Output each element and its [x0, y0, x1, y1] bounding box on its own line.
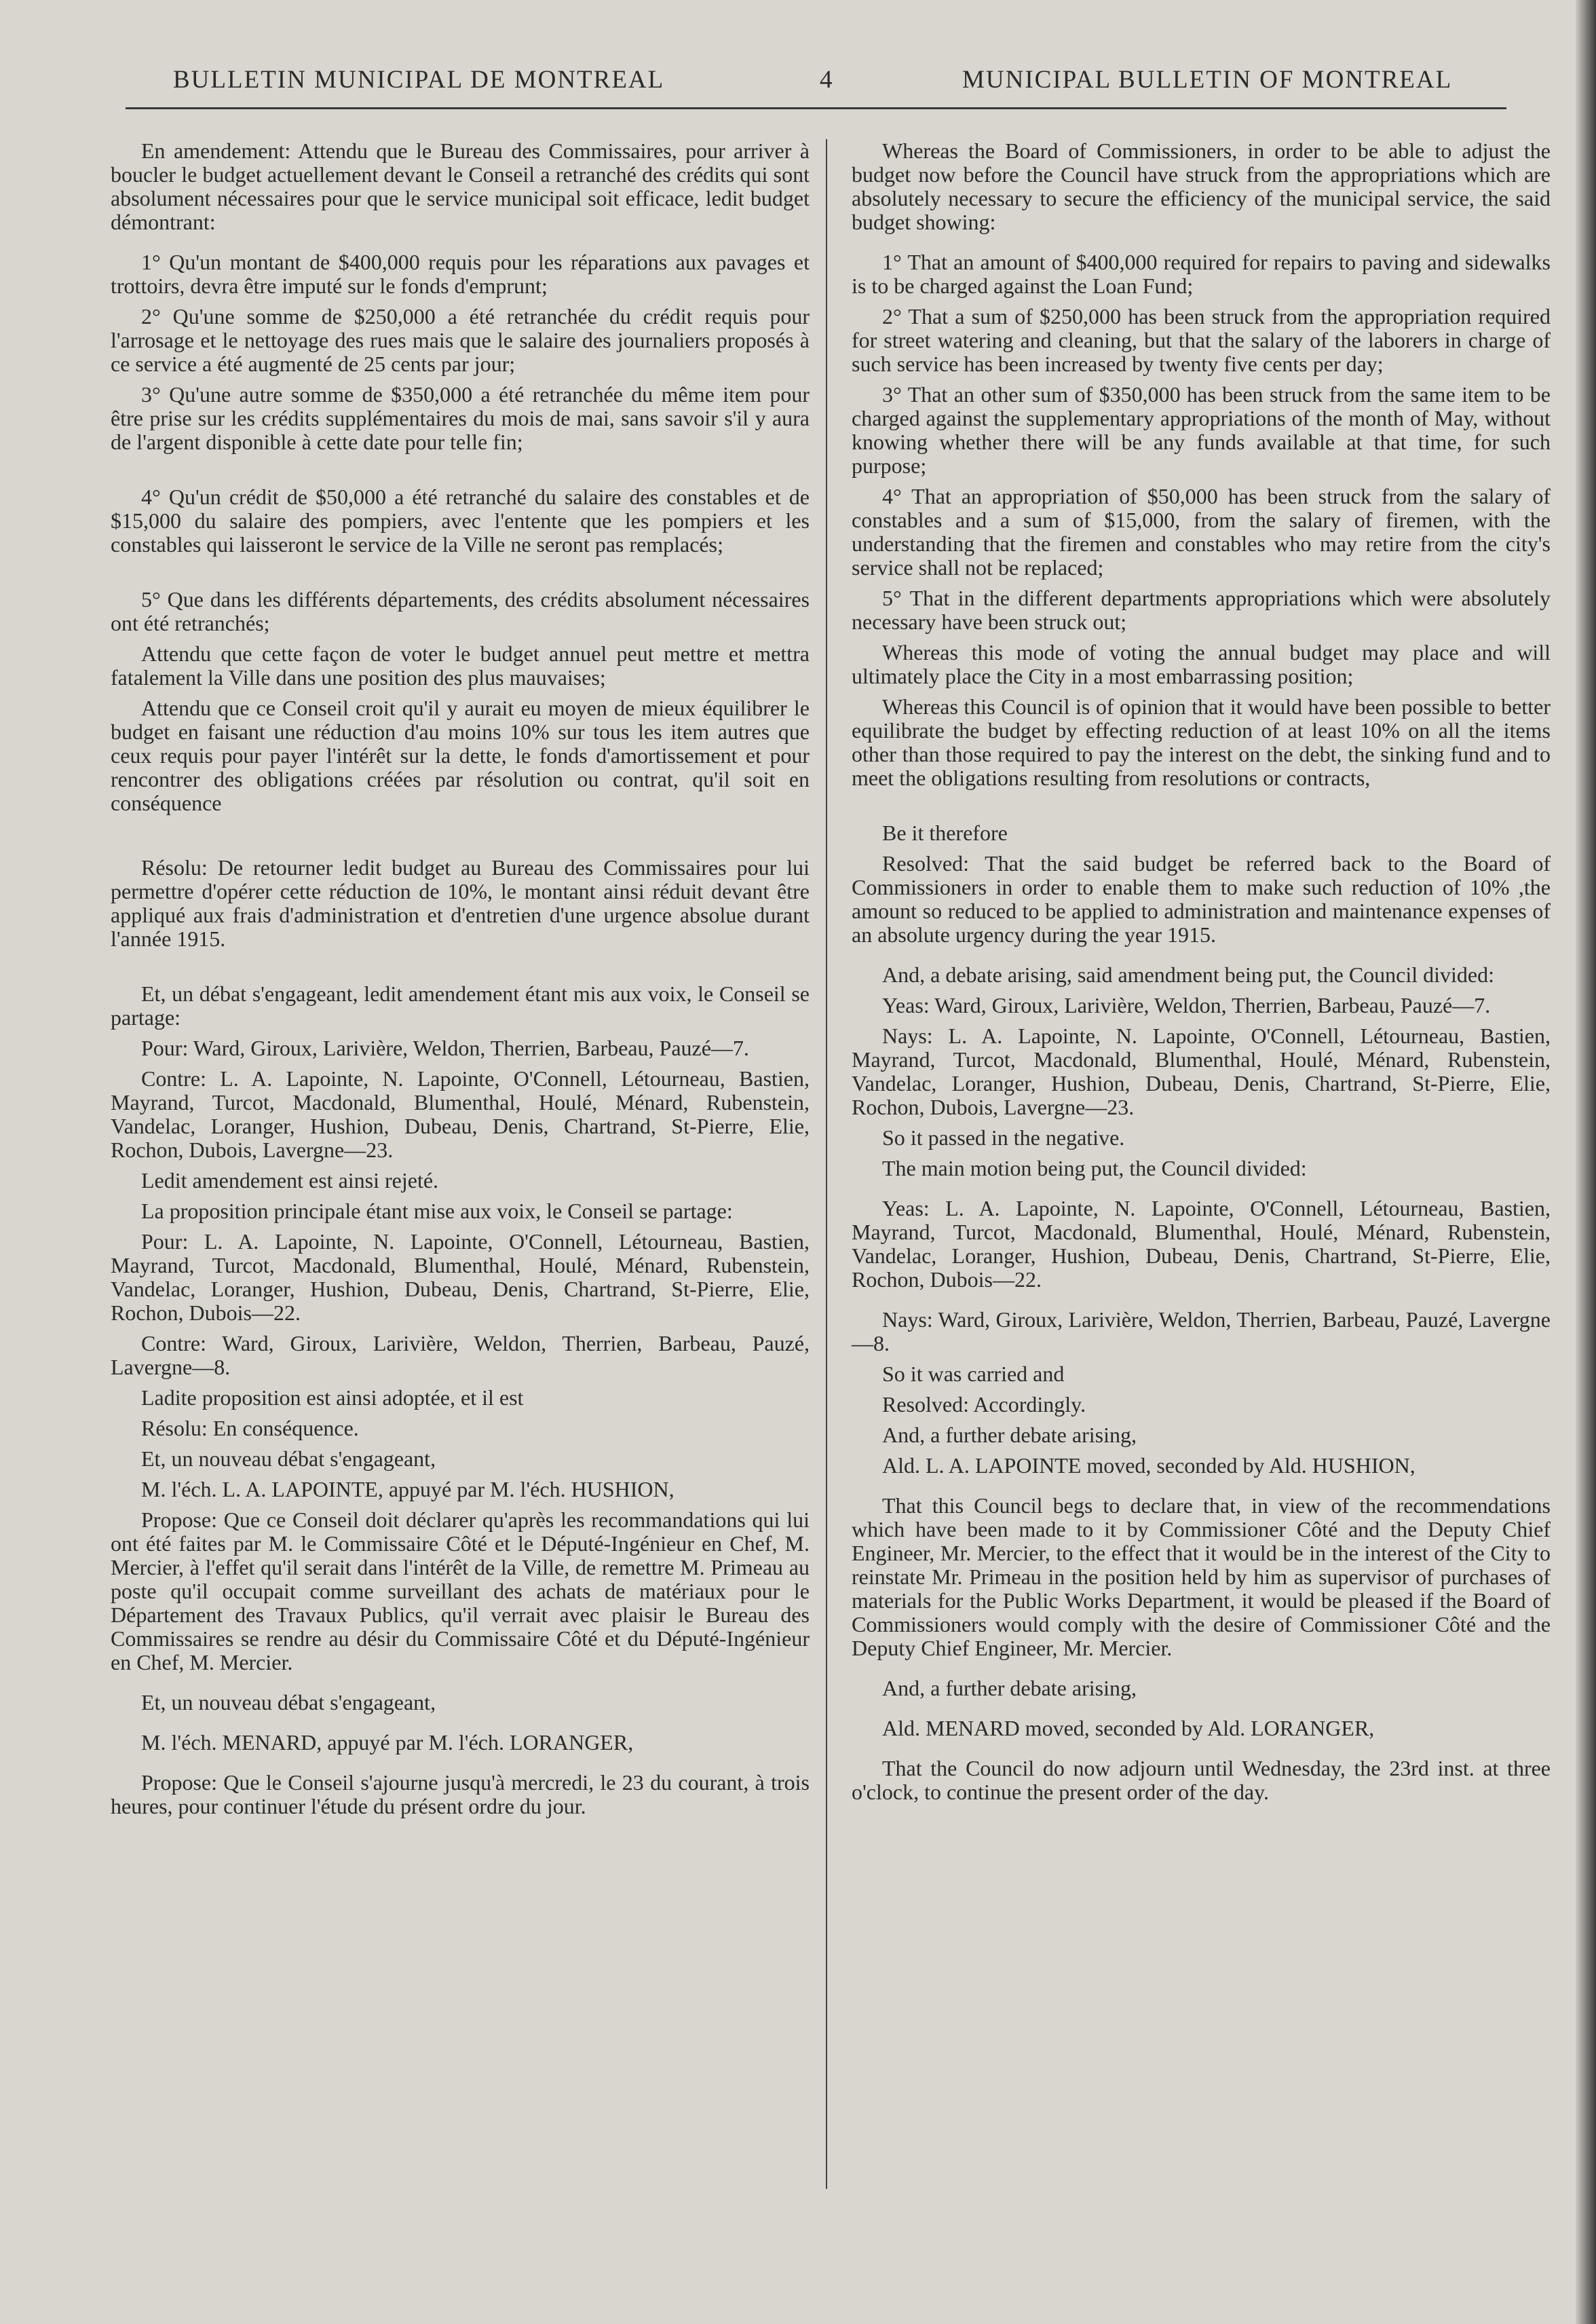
paragraph-item-3: 3° Qu'une autre somme de $350,000 a été retranchée du même item pour être prise sur les crédits supplémentaires du mois de mai, sans savoir s'il y aura de l'argent disponible à cette date pour telle fin; [111, 382, 810, 454]
paragraph-proposal-2: Propose: Que le Conseil s'ajourne jusqu'à mercredi, le 23 du courant, à trois heures, pour continuer l'étude du présent ordre du jour. [111, 1770, 810, 1818]
paragraph-whereas-1: Whereas this mode of voting the annual budget may place and will ultimately place the City in a most embarrassing position; [852, 640, 1551, 688]
paragraph-further-debate-2: And, a further debate arising, [882, 1676, 1137, 1700]
paragraph-yeas: Yeas: Ward, Giroux, Larivière, Weldon, Therrien, Barbeau, Pauzé—7. [882, 993, 1491, 1017]
paragraph-item-1: 1° That an amount of $400,000 required for repairs to paving and sidewalks is to be charged against the Loan Fund; [852, 250, 1551, 298]
paragraph-item-5: 5° That in the different departments appropriations which were absolutely necessary have been struck out; [852, 586, 1551, 634]
french-column [111, 139, 810, 1818]
paragraph-carried: So it was carried and [882, 1362, 1065, 1386]
paragraph-item-4: 4° Qu'un crédit de $50,000 a été retranché du salaire des constables et de $15,000 du salaire des pompiers, avec l'entente que les pompiers et les constables qui laisseront le service de la Ville ne seront pas remplacés; [111, 485, 810, 557]
paragraph-be-it-therefore: Be it therefore [882, 821, 1008, 845]
paragraph-mover-1: Ald. L. A. LAPOINTE moved, seconded by Ald. HUSHION, [882, 1453, 1416, 1478]
paragraph-main-nays: Nays: Ward, Giroux, Larivière, Weldon, Therrien, Barbeau, Pauzé, Lavergne—8. [852, 1307, 1551, 1355]
paragraph-negative: So it passed in the negative. [882, 1125, 1125, 1150]
page-edge-shadow [1576, 0, 1596, 2324]
paragraph-motion-2: That the Council do now adjourn until Wednesday, the 23rd inst. at three o'clock, to continue the present order of the day. [852, 1756, 1551, 1804]
header-english-title: MUNICIPAL BULLETIN OF MONTREAL [962, 66, 1453, 94]
english-column [852, 139, 1551, 1804]
paragraph-proposal-1: Propose: Que ce Conseil doit déclarer qu'après les recommandations qui lui ont été faites par M. le Commissaire Côté et le Député-Ingénieur en Chef, M. Mercier, à l'effet qu'il serait dans l'intérêt de la Ville, de remettre M. Primeau au poste qu'il occupait comme surveillant des achats de matériaux pour le Département des Travaux Publics, qu'il verrait avec plaisir le Bureau des Commissaires se rendre au désir du Commissaire Côté et du Député-Ingénieur en Chef, M. Mercier. [111, 1507, 810, 1674]
paragraph-nays: Nays: L. A. Lapointe, N. Lapointe, O'Connell, Létourneau, Bastien, Mayrand, Turcot, Macdonald, Blumenthal, Houlé, Ménard, Rubenstein, Vandelac, Loranger, Hushion, Dubeau, Denis, Chartrand, St-Pierre, Elie, Rochon, Dubois, Lavergne—23. [852, 1024, 1551, 1119]
paragraph-main-vote-against: Contre: Ward, Giroux, Larivière, Weldon, Therrien, Barbeau, Pauzé, Lavergne—8. [111, 1331, 810, 1379]
page-header [0, 65, 1596, 113]
paragraph-new-debate-2: Et, un nouveau débat s'engageant, [141, 1690, 436, 1714]
paragraph-resolved: Résolu: De retourner ledit budget au Bureau des Commissaires pour lui permettre d'opérer cette réduction de 10%, le montant ainsi réduit devant être appliqué aux frais d'administration et d'entretien d'une urgence absolue durant l'année 1915. [111, 855, 810, 951]
paragraph-mover-2: M. l'éch. MENARD, appuyé par M. l'éch. LORANGER, [141, 1730, 634, 1755]
paragraph-motion-1: That this Council begs to declare that, in view of the recommendations which have been made to it by Commissioner Côté and the Deputy Chief Engineer, Mr. Mercier, to the effect that it would be in the interest of the City to reinstate Mr. Primeau in the position held by him as supervisor of purchases of materials for the Public Works Department, it would be pleased if the Board of Commissioners would comply with the desire of Commissioner Côté and the Deputy Chief Engineer, Mr. Mercier. [852, 1493, 1551, 1660]
header-rule [126, 107, 1506, 109]
paragraph-item-5: 5° Que dans les différents départements, des crédits absolument nécessaires ont été retranchés; [111, 587, 810, 635]
header-french-title: BULLETIN MUNICIPAL DE MONTREAL [173, 66, 665, 94]
paragraph-resolu: Résolu: En conséquence. [141, 1416, 359, 1440]
paragraph-rejected: Ledit amendement est ainsi rejeté. [141, 1168, 439, 1193]
paragraph-whereas-2: Attendu que ce Conseil croit qu'il y aurait eu moyen de mieux équilibrer le budget en faisant une réduction d'au moins 10% sur tous les item autres que ceux requis pour payer l'intérêt sur la dette, le fonds d'amortissement et pour rencontrer des obligations créées par résolution ou contrat, qu'il soit en conséquence [111, 696, 810, 815]
paragraph-resolved-accordingly: Resolved: Accordingly. [882, 1392, 1086, 1417]
paragraph-amendment-preamble: En amendement: Attendu que le Bureau des Commissaires, pour arriver à boucler le budget actuellement devant le Conseil a retranché des crédits qui sont absolument nécessaires pour que le service municipal soit efficace, ledit budget démontrant: [111, 138, 810, 234]
paragraph-mover-2: Ald. MENARD moved, seconded by Ald. LORANGER, [882, 1716, 1375, 1740]
paragraph-vote-for: Pour: Ward, Giroux, Larivière, Weldon, Therrien, Barbeau, Pauzé—7. [141, 1036, 749, 1060]
paragraph-vote-against: Contre: L. A. Lapointe, N. Lapointe, O'Connell, Létourneau, Bastien, Mayrand, Turcot, Macdonald, Blumenthal, Houlé, Ménard, Rubenstein, Vandelac, Loranger, Hushion, Dubeau, Denis, Chartrand, St-Pierre, Elie, Rochon, Dubois, Lavergne—23. [111, 1066, 810, 1162]
column-divider [826, 139, 827, 2189]
paragraph-whereas-preamble: Whereas the Board of Commissioners, in order to be able to adjust the budget now before the Council have struck from the appropriations which are absolutely necessary to secure the efficiency of the municipal service, the said budget showing: [852, 138, 1551, 234]
paragraph-main-motion: La proposition principale étant mise aux voix, le Conseil se partage: [141, 1199, 733, 1223]
paragraph-debate: And, a debate arising, said amendment being put, the Council divided: [882, 962, 1495, 987]
paragraph-debate: Et, un débat s'engageant, ledit amendement étant mis aux voix, le Conseil se partage: [111, 981, 810, 1030]
paragraph-resolved: Resolved: That the said budget be referred back to the Board of Commissioners in order to enable them to make such reduction of 10% ,the amount so reduced to be applied to administration and maintenance expenses of an absolute urgency during the year 1915. [852, 851, 1551, 947]
paragraph-item-1: 1° Qu'un montant de $400,000 requis pour les réparations aux pavages et trottoirs, devra être imputé sur le fonds d'emprunt; [111, 250, 810, 298]
paragraph-item-2: 2° Qu'une somme de $250,000 a été retranchée du crédit requis pour l'arrosage et le nettoyage des rues mais que le salaire des journaliers proposés à ce service a été augmenté de 25 cents par jour; [111, 304, 810, 376]
page-number: 4 [820, 66, 833, 94]
paragraph-item-4: 4° That an appropriation of $50,000 has been struck from the salary of constables and a sum of $15,000, from the salary of firemen, with the understanding that the firemen and constables who may retire from the city's service shall not be replaced; [852, 484, 1551, 580]
paragraph-adopted: Ladite proposition est ainsi adoptée, et il est [141, 1385, 524, 1410]
paragraph-main-yeas: Yeas: L. A. Lapointe, N. Lapointe, O'Connell, Létourneau, Bastien, Mayrand, Turcot, Macdonald, Blumenthal, Houlé, Ménard, Rubenstein, Vandelac, Loranger, Hushion, Dubeau, Denis, Chartrand, St-Pierre, Elie, Rochon, Dubois—22. [852, 1196, 1551, 1292]
paragraph-further-debate-1: And, a further debate arising, [882, 1423, 1137, 1447]
paragraph-whereas-2: Whereas this Council is of opinion that it would have been possible to better equilibrate the budget by effecting reduction of at least 10% on all the items other than those required to pay the interest on the debt, the sinking fund and to meet the obligations resulting from resolutions or contracts, [852, 694, 1551, 790]
paragraph-new-debate-1: Et, un nouveau débat s'engageant, [141, 1446, 436, 1471]
paragraph-item-2: 2° That a sum of $250,000 has been struck from the appropriation required for street watering and cleaning, but that the salary of the laborers in charge of such service has been increased by twenty five cents per day; [852, 304, 1551, 376]
paragraph-item-3: 3° That an other sum of $350,000 has been struck from the same item to be charged against the supplementary appropriations of the month of May, without knowing whether there will be any funds available at that time, for such purpose; [852, 382, 1551, 478]
paragraph-main-vote-for: Pour: L. A. Lapointe, N. Lapointe, O'Connell, Létourneau, Bastien, Mayrand, Turcot, Macdonald, Blumenthal, Houlé, Ménard, Rubenstein, Vandelac, Loranger, Hushion, Dubeau, Denis, Chartrand, St-Pierre, Elie, Rochon, Dubois—22. [111, 1229, 810, 1325]
paragraph-mover-1: M. l'éch. L. A. LAPOINTE, appuyé par M. l'éch. HUSHION, [141, 1477, 674, 1501]
paragraph-main-motion: The main motion being put, the Council divided: [882, 1156, 1307, 1180]
paragraph-whereas-1: Attendu que cette façon de voter le budget annuel peut mettre et mettra fatalement la Ville dans une position des plus mauvaises; [111, 641, 810, 690]
